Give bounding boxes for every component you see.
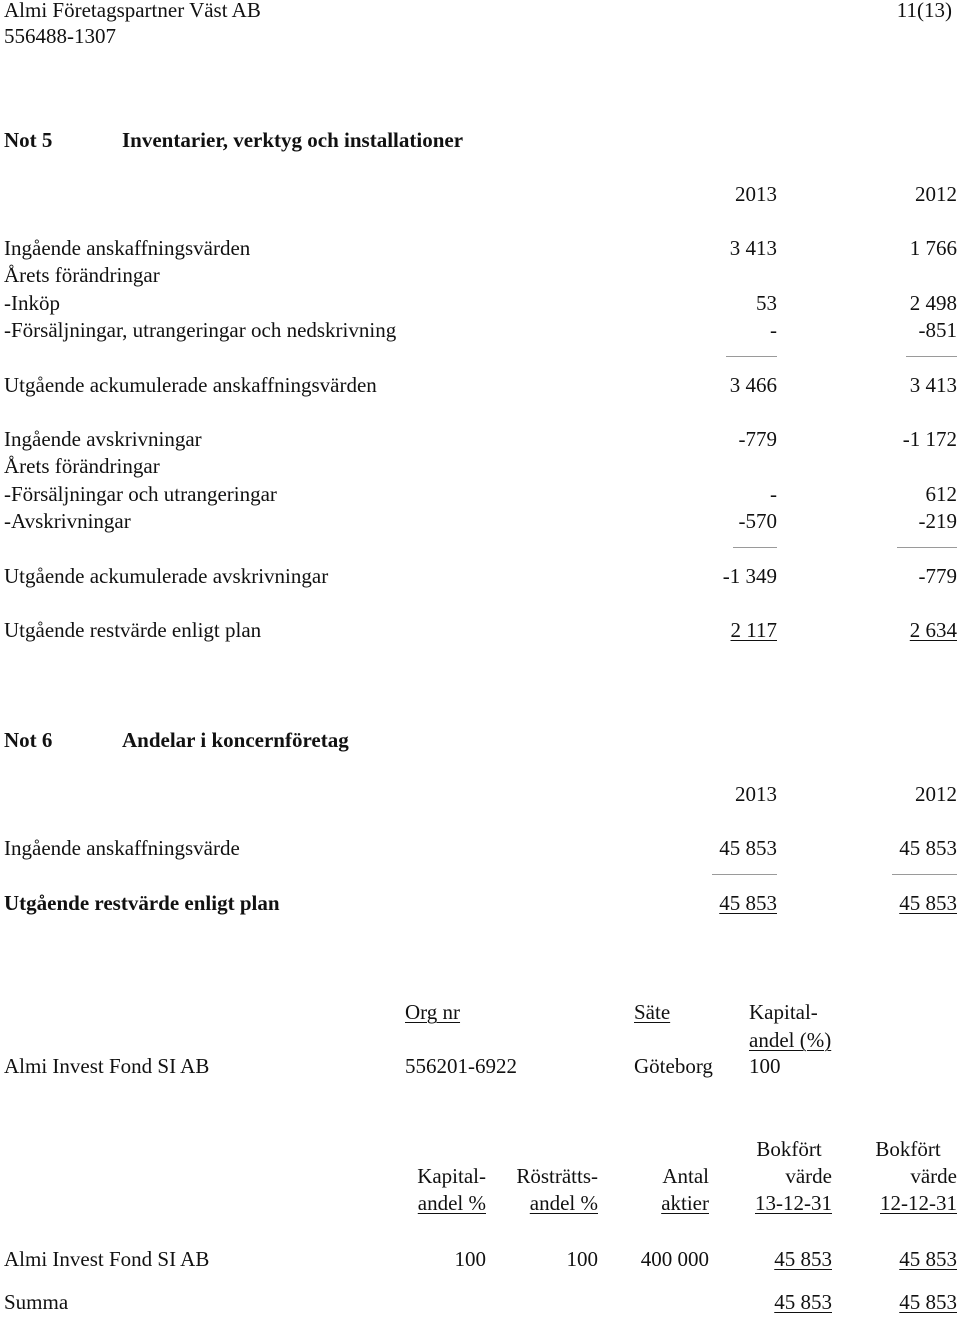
value-2012: -851: [918, 318, 957, 342]
value-2012: -779: [918, 564, 957, 588]
header-kapital: Kapital-: [417, 1164, 486, 1188]
value-2013: 3 413: [729, 236, 777, 260]
subtotal-rule: [712, 874, 777, 875]
header-rostratt: Rösträtts-: [516, 1164, 598, 1188]
org-number: 556488-1307: [4, 24, 116, 48]
value-2013: 2 117: [730, 618, 777, 642]
header-date-2013: 13-12-31: [755, 1191, 832, 1215]
header-rostratt-andel: andel %: [529, 1191, 598, 1215]
row-label: -Avskrivningar: [4, 509, 131, 533]
antal-value: 400 000: [640, 1247, 709, 1271]
row-label: Årets förändringar: [4, 263, 160, 287]
note-6-title: Andelar i koncernföretag: [122, 728, 349, 752]
summa-label: Summa: [4, 1290, 69, 1314]
subtotal-rule: [726, 356, 777, 357]
subtotal-rule: [733, 547, 777, 548]
value-2012: 45 853: [899, 836, 957, 860]
value-2012: 2 498: [909, 291, 957, 315]
header-kapital-andel: andel %: [417, 1191, 486, 1215]
sate-value: Göteborg: [634, 1054, 713, 1078]
subtotal-rule: [897, 547, 957, 548]
company-name: Almi Invest Fond SI AB: [4, 1247, 210, 1271]
header-antal: Antal: [662, 1164, 709, 1188]
value-2013: 45 853: [719, 836, 777, 860]
row-label: Utgående restvärde enligt plan: [4, 618, 262, 642]
value-2013: 3 466: [729, 373, 777, 397]
note-5-label: Not 5: [4, 128, 53, 152]
bokfort-2012-value: 45 853: [899, 1247, 957, 1271]
value-2013: -570: [738, 509, 777, 533]
summa-2013-value: 45 853: [774, 1290, 832, 1314]
row-label: Årets förändringar: [4, 454, 160, 478]
rostratt-value: 100: [566, 1247, 598, 1271]
row-label: Ingående avskrivningar: [4, 427, 202, 451]
value-2013: -1 349: [722, 564, 777, 588]
row-label: -Försäljningar, utrangeringar och nedskrivning: [4, 318, 397, 342]
row-label: Utgående ackumulerade avskrivningar: [4, 564, 329, 588]
note-5-title: Inventarier, verktyg och installationer: [122, 128, 464, 152]
col-header-2013: 2013: [735, 782, 777, 806]
header-kapital: Kapital-: [749, 1000, 818, 1024]
value-2013: 53: [756, 291, 777, 315]
value-2012: 3 413: [909, 373, 957, 397]
header-sate: Säte: [634, 1000, 671, 1024]
kapital-value: 100: [454, 1247, 486, 1271]
header-varde-2013: värde: [785, 1164, 832, 1188]
value-2012: 1 766: [909, 236, 957, 260]
row-label: Ingående anskaffningsvärden: [4, 236, 251, 260]
org-nr-value: 556201-6922: [405, 1054, 517, 1078]
value-2012: -219: [918, 509, 957, 533]
header-aktier: aktier: [661, 1191, 709, 1215]
company-name: Almi Invest Fond SI AB: [4, 1054, 210, 1078]
value-2012: 45 853: [899, 891, 957, 915]
header-date-2012: 12-12-31: [880, 1191, 957, 1215]
value-2013: -: [770, 318, 777, 342]
header-varde-2012: värde: [910, 1164, 957, 1188]
header-kapital-andel: andel (%): [749, 1028, 832, 1052]
subtotal-rule: [892, 874, 957, 875]
row-label: -Försäljningar och utrangeringar: [4, 482, 277, 506]
header-bokfort-2012: Bokfört: [875, 1137, 941, 1161]
row-label: Utgående ackumulerade anskaffningsvärden: [4, 373, 377, 397]
value-2013: 45 853: [719, 891, 777, 915]
header-bokfort-2013: Bokfört: [756, 1137, 822, 1161]
value-2012: 612: [925, 482, 957, 506]
col-header-2012: 2012: [915, 782, 957, 806]
page-number: 11(13): [896, 0, 952, 22]
value-2012: -1 172: [902, 427, 957, 451]
value-2013: -779: [738, 427, 777, 451]
note-6-label: Not 6: [4, 728, 53, 752]
kapital-value: 100: [749, 1054, 781, 1078]
value-2013: -: [770, 482, 777, 506]
company-name: Almi Företagspartner Väst AB: [4, 0, 261, 22]
subtotal-rule: [906, 356, 957, 357]
summa-2012-value: 45 853: [899, 1290, 957, 1314]
row-label: Ingående anskaffningsvärde: [4, 836, 240, 860]
col-header-2012: 2012: [915, 182, 957, 206]
value-2012: 2 634: [909, 618, 957, 642]
col-header-2013: 2013: [735, 182, 777, 206]
header-org-nr: Org nr: [405, 1000, 461, 1024]
row-label: Utgående restvärde enligt plan: [4, 891, 280, 915]
bokfort-2013-value: 45 853: [774, 1247, 832, 1271]
row-label: -Inköp: [4, 291, 60, 315]
